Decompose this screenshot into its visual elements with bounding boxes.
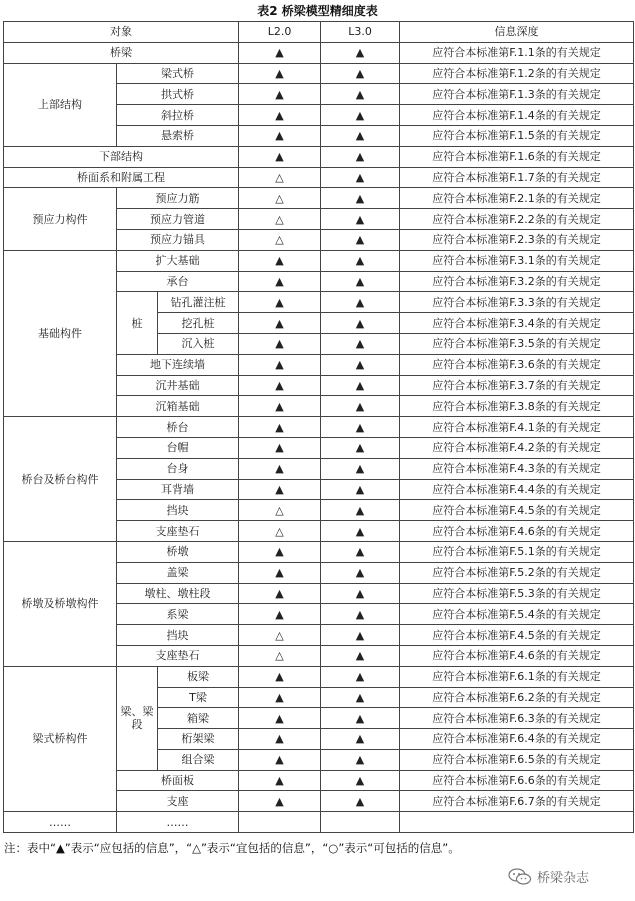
l3-mark: ▲ xyxy=(321,42,400,63)
row-name: 墩柱、墩柱段 xyxy=(117,583,239,604)
l2-mark: ▲ xyxy=(239,63,321,84)
depth-text: 应符合本标准第F.1.2条的有关规定 xyxy=(400,63,634,84)
depth-text: 应符合本标准第F.3.8条的有关规定 xyxy=(400,396,634,417)
l3-mark: ▲ xyxy=(321,583,400,604)
l3-mark: ▲ xyxy=(321,625,400,646)
l2-mark: △ xyxy=(239,500,321,521)
depth-text: 应符合本标准第F.1.5条的有关规定 xyxy=(400,125,634,146)
l2-mark: △ xyxy=(239,645,321,666)
l3-mark: ▲ xyxy=(321,749,400,770)
group-beam-bridge: 梁式桥构件 xyxy=(4,666,117,812)
l2-mark: ▲ xyxy=(239,84,321,105)
l2-mark: △ xyxy=(239,188,321,209)
l3-mark: ▲ xyxy=(321,458,400,479)
depth-text: 应符合本标准第F.4.3条的有关规定 xyxy=(400,458,634,479)
l3-mark: ▲ xyxy=(321,313,400,334)
table-row xyxy=(4,250,634,271)
row-name: 下部结构 xyxy=(4,146,239,167)
row-name: 桥台 xyxy=(117,417,239,438)
l2-mark: ▲ xyxy=(239,125,321,146)
empty-cell xyxy=(239,812,321,833)
depth-text: 应符合本标准第F.4.6条的有关规定 xyxy=(400,645,634,666)
watermark xyxy=(508,867,589,886)
depth-text: 应符合本标准第F.3.5条的有关规定 xyxy=(400,333,634,354)
l2-mark: ▲ xyxy=(239,770,321,791)
row-name: 支座垫石 xyxy=(117,521,239,542)
l3-mark: ▲ xyxy=(321,396,400,417)
l2-mark: ▲ xyxy=(239,354,321,375)
l2-mark: ▲ xyxy=(239,250,321,271)
row-name: 预应力管道 xyxy=(117,209,239,230)
row-name: 挡块 xyxy=(117,500,239,521)
row-name: 沉井基础 xyxy=(117,375,239,396)
depth-text: 应符合本标准第F.5.4条的有关规定 xyxy=(400,604,634,625)
row-name: 梁式桥 xyxy=(117,63,239,84)
l2-mark: ▲ xyxy=(239,791,321,812)
row-name: 桥面系和附属工程 xyxy=(4,167,239,188)
l2-mark: △ xyxy=(239,625,321,646)
header-depth: 信息深度 xyxy=(400,22,634,43)
l3-mark: ▲ xyxy=(321,125,400,146)
row-name: 挡块 xyxy=(117,625,239,646)
row-name: 桁架梁 xyxy=(158,729,239,750)
l3-mark: ▲ xyxy=(321,292,400,313)
subgroup-girder: 梁、梁段 xyxy=(117,666,158,770)
row-name: 悬索桥 xyxy=(117,125,239,146)
table-row xyxy=(4,541,634,562)
l3-mark: ▲ xyxy=(321,250,400,271)
table-row xyxy=(4,146,634,167)
row-name: 预应力锚具 xyxy=(117,229,239,250)
group-prestress: 预应力构件 xyxy=(4,188,117,250)
l2-mark: ▲ xyxy=(239,105,321,126)
l2-mark: ▲ xyxy=(239,271,321,292)
row-name: T梁 xyxy=(158,687,239,708)
l3-mark: ▲ xyxy=(321,521,400,542)
row-name: 组合梁 xyxy=(158,749,239,770)
l2-mark: ▲ xyxy=(239,479,321,500)
group-abutment: 桥台及桥台构件 xyxy=(4,417,117,542)
row-name: 板梁 xyxy=(158,666,239,687)
group-foundation: 基础构件 xyxy=(4,250,117,416)
header-l2: L2.0 xyxy=(239,22,321,43)
row-name: 斜拉桥 xyxy=(117,105,239,126)
l3-mark: ▲ xyxy=(321,770,400,791)
l3-mark: ▲ xyxy=(321,229,400,250)
l2-mark: ▲ xyxy=(239,729,321,750)
l3-mark: ▲ xyxy=(321,146,400,167)
table-row xyxy=(4,188,634,209)
l2-mark: ▲ xyxy=(239,562,321,583)
l2-mark: ▲ xyxy=(239,292,321,313)
l2-mark: ▲ xyxy=(239,437,321,458)
l3-mark: ▲ xyxy=(321,105,400,126)
depth-text: 应符合本标准第F.5.2条的有关规定 xyxy=(400,562,634,583)
row-name: 地下连续墙 xyxy=(117,354,239,375)
l3-mark: ▲ xyxy=(321,167,400,188)
l3-mark: ▲ xyxy=(321,541,400,562)
row-name: 支座垫石 xyxy=(117,645,239,666)
l3-mark: ▲ xyxy=(321,479,400,500)
l2-mark: ▲ xyxy=(239,146,321,167)
depth-text: 应符合本标准第F.5.1条的有关规定 xyxy=(400,541,634,562)
row-name: 系梁 xyxy=(117,604,239,625)
table-note: 注：表中“▲”表示“应包括的信息”，“△”表示“宜包括的信息”，“○”表示“可包括的信息”。 xyxy=(4,841,460,855)
depth-text: 应符合本标准第F.2.2条的有关规定 xyxy=(400,209,634,230)
watermark-text: 桥梁杂志 xyxy=(537,871,590,886)
row-name: 拱式桥 xyxy=(117,84,239,105)
row-name: 沉箱基础 xyxy=(117,396,239,417)
l2-mark: ▲ xyxy=(239,375,321,396)
l2-mark: ▲ xyxy=(239,333,321,354)
row-name: 支座 xyxy=(117,791,239,812)
l3-mark: ▲ xyxy=(321,209,400,230)
table-title: 表2 桥梁模型精细度表 xyxy=(257,4,378,18)
l3-mark: ▲ xyxy=(321,333,400,354)
l3-mark: ▲ xyxy=(321,63,400,84)
row-name: 扩大基础 xyxy=(117,250,239,271)
group-pier: 桥墩及桥墩构件 xyxy=(4,541,117,666)
table-row-ellipsis xyxy=(4,812,634,833)
depth-text: 应符合本标准第F.3.6条的有关规定 xyxy=(400,354,634,375)
l2-mark: ▲ xyxy=(239,666,321,687)
l3-mark: ▲ xyxy=(321,604,400,625)
row-name: 桥墩 xyxy=(117,541,239,562)
depth-text: 应符合本标准第F.4.5条的有关规定 xyxy=(400,500,634,521)
empty-cell xyxy=(400,812,634,833)
header-object: 对象 xyxy=(4,22,239,43)
depth-text: 应符合本标准第F.2.3条的有关规定 xyxy=(400,229,634,250)
table-row xyxy=(4,167,634,188)
l2-mark: △ xyxy=(239,167,321,188)
depth-text: 应符合本标准第F.1.4条的有关规定 xyxy=(400,105,634,126)
depth-text: 应符合本标准第F.3.3条的有关规定 xyxy=(400,292,634,313)
l3-mark: ▲ xyxy=(321,708,400,729)
l3-mark: ▲ xyxy=(321,188,400,209)
depth-text: 应符合本标准第F.1.1条的有关规定 xyxy=(400,42,634,63)
depth-text: 应符合本标准第F.1.7条的有关规定 xyxy=(400,167,634,188)
depth-text: 应符合本标准第F.6.7条的有关规定 xyxy=(400,791,634,812)
header-l3: L3.0 xyxy=(321,22,400,43)
depth-text: 应符合本标准第F.6.2条的有关规定 xyxy=(400,687,634,708)
row-name: 箱梁 xyxy=(158,708,239,729)
depth-text: 应符合本标准第F.6.6条的有关规定 xyxy=(400,770,634,791)
depth-text: 应符合本标准第F.6.1条的有关规定 xyxy=(400,666,634,687)
l2-mark: ▲ xyxy=(239,458,321,479)
l2-mark: ▲ xyxy=(239,396,321,417)
depth-text: 应符合本标准第F.6.5条的有关规定 xyxy=(400,749,634,770)
depth-text: 应符合本标准第F.6.3条的有关规定 xyxy=(400,708,634,729)
depth-text: 应符合本标准第F.5.3条的有关规定 xyxy=(400,583,634,604)
l2-mark: ▲ xyxy=(239,687,321,708)
table-row xyxy=(4,63,634,84)
l2-mark: △ xyxy=(239,521,321,542)
l2-mark: ▲ xyxy=(239,604,321,625)
depth-text: 应符合本标准第F.4.2条的有关规定 xyxy=(400,437,634,458)
table-row xyxy=(4,666,634,687)
l3-mark: ▲ xyxy=(321,84,400,105)
row-name: 台身 xyxy=(117,458,239,479)
l3-mark: ▲ xyxy=(321,562,400,583)
depth-text: 应符合本标准第F.4.4条的有关规定 xyxy=(400,479,634,500)
row-name: 承台 xyxy=(117,271,239,292)
l3-mark: ▲ xyxy=(321,271,400,292)
empty-cell xyxy=(321,812,400,833)
row-name: 沉入桩 xyxy=(158,333,239,354)
row-name: 桥梁 xyxy=(4,42,239,63)
row-name: 桥面板 xyxy=(117,770,239,791)
ellipsis-left: …… xyxy=(4,812,117,833)
l3-mark: ▲ xyxy=(321,417,400,438)
table-row xyxy=(4,417,634,438)
l2-mark: △ xyxy=(239,229,321,250)
l2-mark: ▲ xyxy=(239,541,321,562)
l2-mark: ▲ xyxy=(239,42,321,63)
header-row xyxy=(4,22,634,43)
depth-text: 应符合本标准第F.3.4条的有关规定 xyxy=(400,313,634,334)
depth-text: 应符合本标准第F.2.1条的有关规定 xyxy=(400,188,634,209)
subgroup-pile: 桩 xyxy=(117,292,158,354)
depth-text: 应符合本标准第F.4.6条的有关规定 xyxy=(400,521,634,542)
row-name: 盖梁 xyxy=(117,562,239,583)
l2-mark: ▲ xyxy=(239,313,321,334)
depth-text: 应符合本标准第F.4.1条的有关规定 xyxy=(400,417,634,438)
l3-mark: ▲ xyxy=(321,375,400,396)
l3-mark: ▲ xyxy=(321,791,400,812)
l3-mark: ▲ xyxy=(321,729,400,750)
depth-text: 应符合本标准第F.6.4条的有关规定 xyxy=(400,729,634,750)
l2-mark: ▲ xyxy=(239,749,321,770)
row-name: 挖孔桩 xyxy=(158,313,239,334)
row-name: 预应力筋 xyxy=(117,188,239,209)
l2-mark: ▲ xyxy=(239,583,321,604)
ellipsis-right: …… xyxy=(117,812,239,833)
depth-text: 应符合本标准第F.3.2条的有关规定 xyxy=(400,271,634,292)
row-name: 钻孔灌注桩 xyxy=(158,292,239,313)
l3-mark: ▲ xyxy=(321,645,400,666)
depth-text: 应符合本标准第F.1.6条的有关规定 xyxy=(400,146,634,167)
row-name: 耳背墙 xyxy=(117,479,239,500)
depth-text: 应符合本标准第F.3.7条的有关规定 xyxy=(400,375,634,396)
l3-mark: ▲ xyxy=(321,500,400,521)
table-row xyxy=(4,42,634,63)
depth-text: 应符合本标准第F.3.1条的有关规定 xyxy=(400,250,634,271)
bridge-model-precision-table xyxy=(3,21,634,833)
l3-mark: ▲ xyxy=(321,354,400,375)
l2-mark: △ xyxy=(239,209,321,230)
row-name: 台帽 xyxy=(117,437,239,458)
depth-text: 应符合本标准第F.1.3条的有关规定 xyxy=(400,84,634,105)
group-upper-structure: 上部结构 xyxy=(4,63,117,146)
depth-text: 应符合本标准第F.4.5条的有关规定 xyxy=(400,625,634,646)
wechat-icon xyxy=(508,868,532,886)
l2-mark: ▲ xyxy=(239,417,321,438)
l3-mark: ▲ xyxy=(321,666,400,687)
l3-mark: ▲ xyxy=(321,687,400,708)
l3-mark: ▲ xyxy=(321,437,400,458)
l2-mark: ▲ xyxy=(239,708,321,729)
